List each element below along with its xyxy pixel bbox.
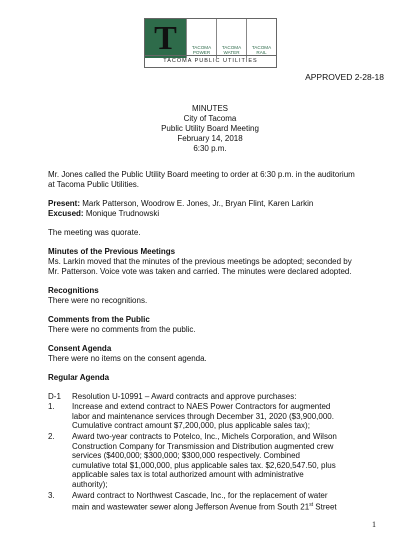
list-item-text: Award contract to Northwest Cascade, Inc., for the replacement of water main and wastewater sewer along Jefferson Avenue from South 21st Street [72,491,337,512]
minutes-text-line-2: Mr. Patterson. Voice vote was taken and carried. The minutes were declared adopted. [48,267,352,276]
logo-divisions [186,19,276,58]
present-label: Present: [48,199,81,208]
list-item-number: 3. [48,491,55,500]
agenda-item-number: D-1 [48,392,61,401]
doc-org: City of Tacoma [183,114,237,123]
agenda-item-text: Resolution U-10991 – Award contracts and approve purchases: [72,392,297,401]
logo-cell-power: TACOMA POWER [186,19,216,58]
comments-heading: Comments from the Public [48,315,150,324]
tacoma-public-utilities-logo [144,18,277,68]
minutes-heading: Minutes of the Previous Meetings [48,247,176,256]
doc-date: February 14, 2018 [177,134,243,143]
present-line [48,199,388,209]
logo-cell-rail: TACOMA RAIL [246,19,276,58]
consent-text: There were no items on the consent agenda. [48,354,207,363]
present-names: Mark Patterson, Woodrow E. Jones, Jr., Bryan Flint, Karen Larkin [82,199,314,208]
list-item-number: 1. [48,402,55,411]
quorate-text: The meeting was quorate. [48,228,141,237]
recognitions-heading: Recognitions [48,286,99,295]
logo-cell-water: TACOMA WATER [216,19,246,58]
call-to-order-line-2: at Tacoma Public Utilities. [48,180,139,189]
logo-t-mark: T [145,19,186,58]
excused-line [48,209,388,219]
comments-text: There were no comments from the public. [48,325,196,334]
approved-stamp: APPROVED 2-28-18 [305,72,384,82]
consent-heading: Consent Agenda [48,344,112,353]
list-item-text: Increase and extend contract to NAES Power Contractors for augmented labor and maintenance services through December 31, 2020 ($3,900,000. Cumulative contract amount $7,200,000, plus applicable sales tax); [72,402,334,431]
doc-meeting-name: Public Utility Board Meeting [161,124,259,133]
list-item-number: 2. [48,432,55,441]
list-item-text: Award two-year contracts to Potelco, Inc., Michels Corporation, and Wilson Construction Company for Transmission and Distribution augmented crew services ($400,000; $300,000; $300,000 respectively. Combined cumulative total $1,000,000, plus applicable sales tax. $2,620,547.50, plus applicable sales tax is total authorized amount with administrative authority); [72,432,337,489]
logo-wordmark: TACOMA PUBLIC UTILITIES [145,55,276,67]
minutes-text-line-1: Ms. Larkin moved that the minutes of the previous meetings be adopted; seconded by [48,257,352,266]
call-to-order-line-1: Mr. Jones called the Public Utility Board meeting to order at 6:30 p.m. in the auditorium [48,170,355,179]
doc-title: MINUTES [192,104,228,113]
excused-names: Monique Trudnowski [85,209,160,218]
regular-agenda-heading: Regular Agenda [48,373,110,382]
doc-time: 6:30 p.m. [193,144,227,153]
recognitions-text: There were no recognitions. [48,296,148,305]
excused-label: Excused: [48,209,84,218]
page-number: 1 [372,520,376,529]
